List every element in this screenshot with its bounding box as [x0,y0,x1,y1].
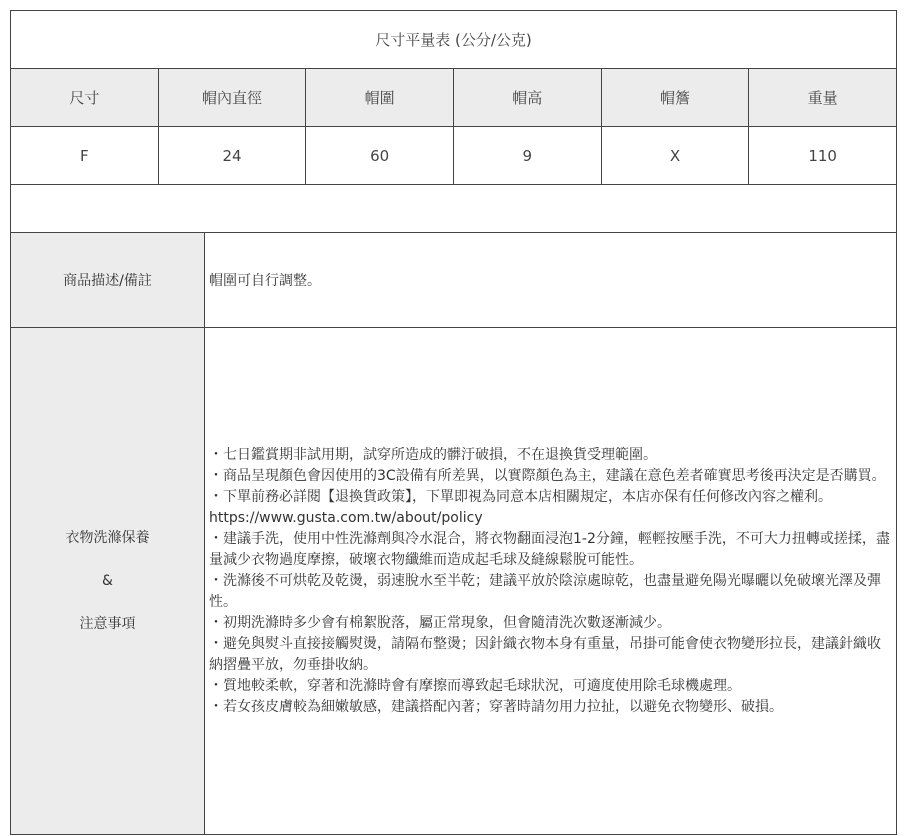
care-label-line2: 注意事項 [79,616,136,632]
value-inner-diameter: 24 [158,127,306,185]
care-label-ampersand: & [102,573,113,589]
care-label-line1: 衣物洗滌保養 [65,530,150,546]
header-weight: 重量 [749,69,897,127]
value-size: F [11,127,159,185]
value-circumference: 60 [306,127,454,185]
description-row [11,233,897,328]
note-item: ・下單前務必詳閱【退換貨政策】，下單即視為同意本店相關規定，本店亦保有任何修改內容之權利。https://www.gusta.com.tw/about/policy [209,488,832,526]
note-item: ・若女孩皮膚較為細嫩敏感，建議搭配內著；穿著時請勿用力拉扯，以避免衣物變形、破損。 [209,698,783,715]
header-brim: 帽簷 [601,69,749,127]
care-row [11,328,897,835]
header-inner-diameter: 帽內直徑 [158,69,306,127]
header-height: 帽高 [453,69,601,127]
size-table-header-row [11,69,897,127]
note-item: ・避免與熨斗直接接觸熨燙，請隔布整燙；因針織衣物本身有重量，吊掛可能會使衣物變形拉長，建議針織收納摺疊平放，勿垂掛收納。 [209,635,881,673]
size-table-title-row [11,11,897,69]
note-item: ・質地較柔軟，穿著和洗滌時會有摩擦而導致起毛球狀況，可適度使用除毛球機處理。 [209,677,741,694]
value-weight: 110 [749,127,897,185]
header-circumference: 帽圍 [306,69,454,127]
info-table [10,232,897,835]
description-label: 商品描述/備註 [11,233,205,328]
product-info-sheet [10,10,897,835]
note-item: ・初期洗滌時多少會有棉絮脫落，屬正常現象，但會隨清洗次數逐漸減少。 [209,614,671,631]
note-item: ・洗滌後不可烘乾及乾燙，弱速脫水至半乾；建議平放於陰涼處晾乾，也盡量避免陽光曝曬以免破壞光澤及彈性。 [209,572,881,610]
section-spacer [10,185,897,232]
header-size: 尺寸 [11,69,159,127]
value-brim: X [601,127,749,185]
care-label [11,328,205,835]
size-table [10,10,897,185]
description-text: 帽圍可自行調整。 [205,233,897,328]
note-item: ・商品呈現顏色會因使用的3C設備有所差異，以實際顏色為主，建議在意色差者確實思考後再決定是否購買。 [209,467,886,484]
size-table-title: 尺寸平量表 (公分/公克) [11,11,897,69]
size-table-value-row [11,127,897,185]
value-height: 9 [453,127,601,185]
care-notes [205,328,897,835]
note-item: ・建議手洗，使用中性洗滌劑與冷水混合，將衣物翻面浸泡1-2分鐘，輕輕按壓手洗，不可大力扭轉或搓揉，盡量減少衣物過度摩擦，破壞衣物纖維而造成起毛球及縫線鬆脫可能性。 [209,530,890,568]
note-item: ・七日鑑賞期非試用期，試穿所造成的髒汙破損，不在退換貨受理範圍。 [209,446,657,463]
